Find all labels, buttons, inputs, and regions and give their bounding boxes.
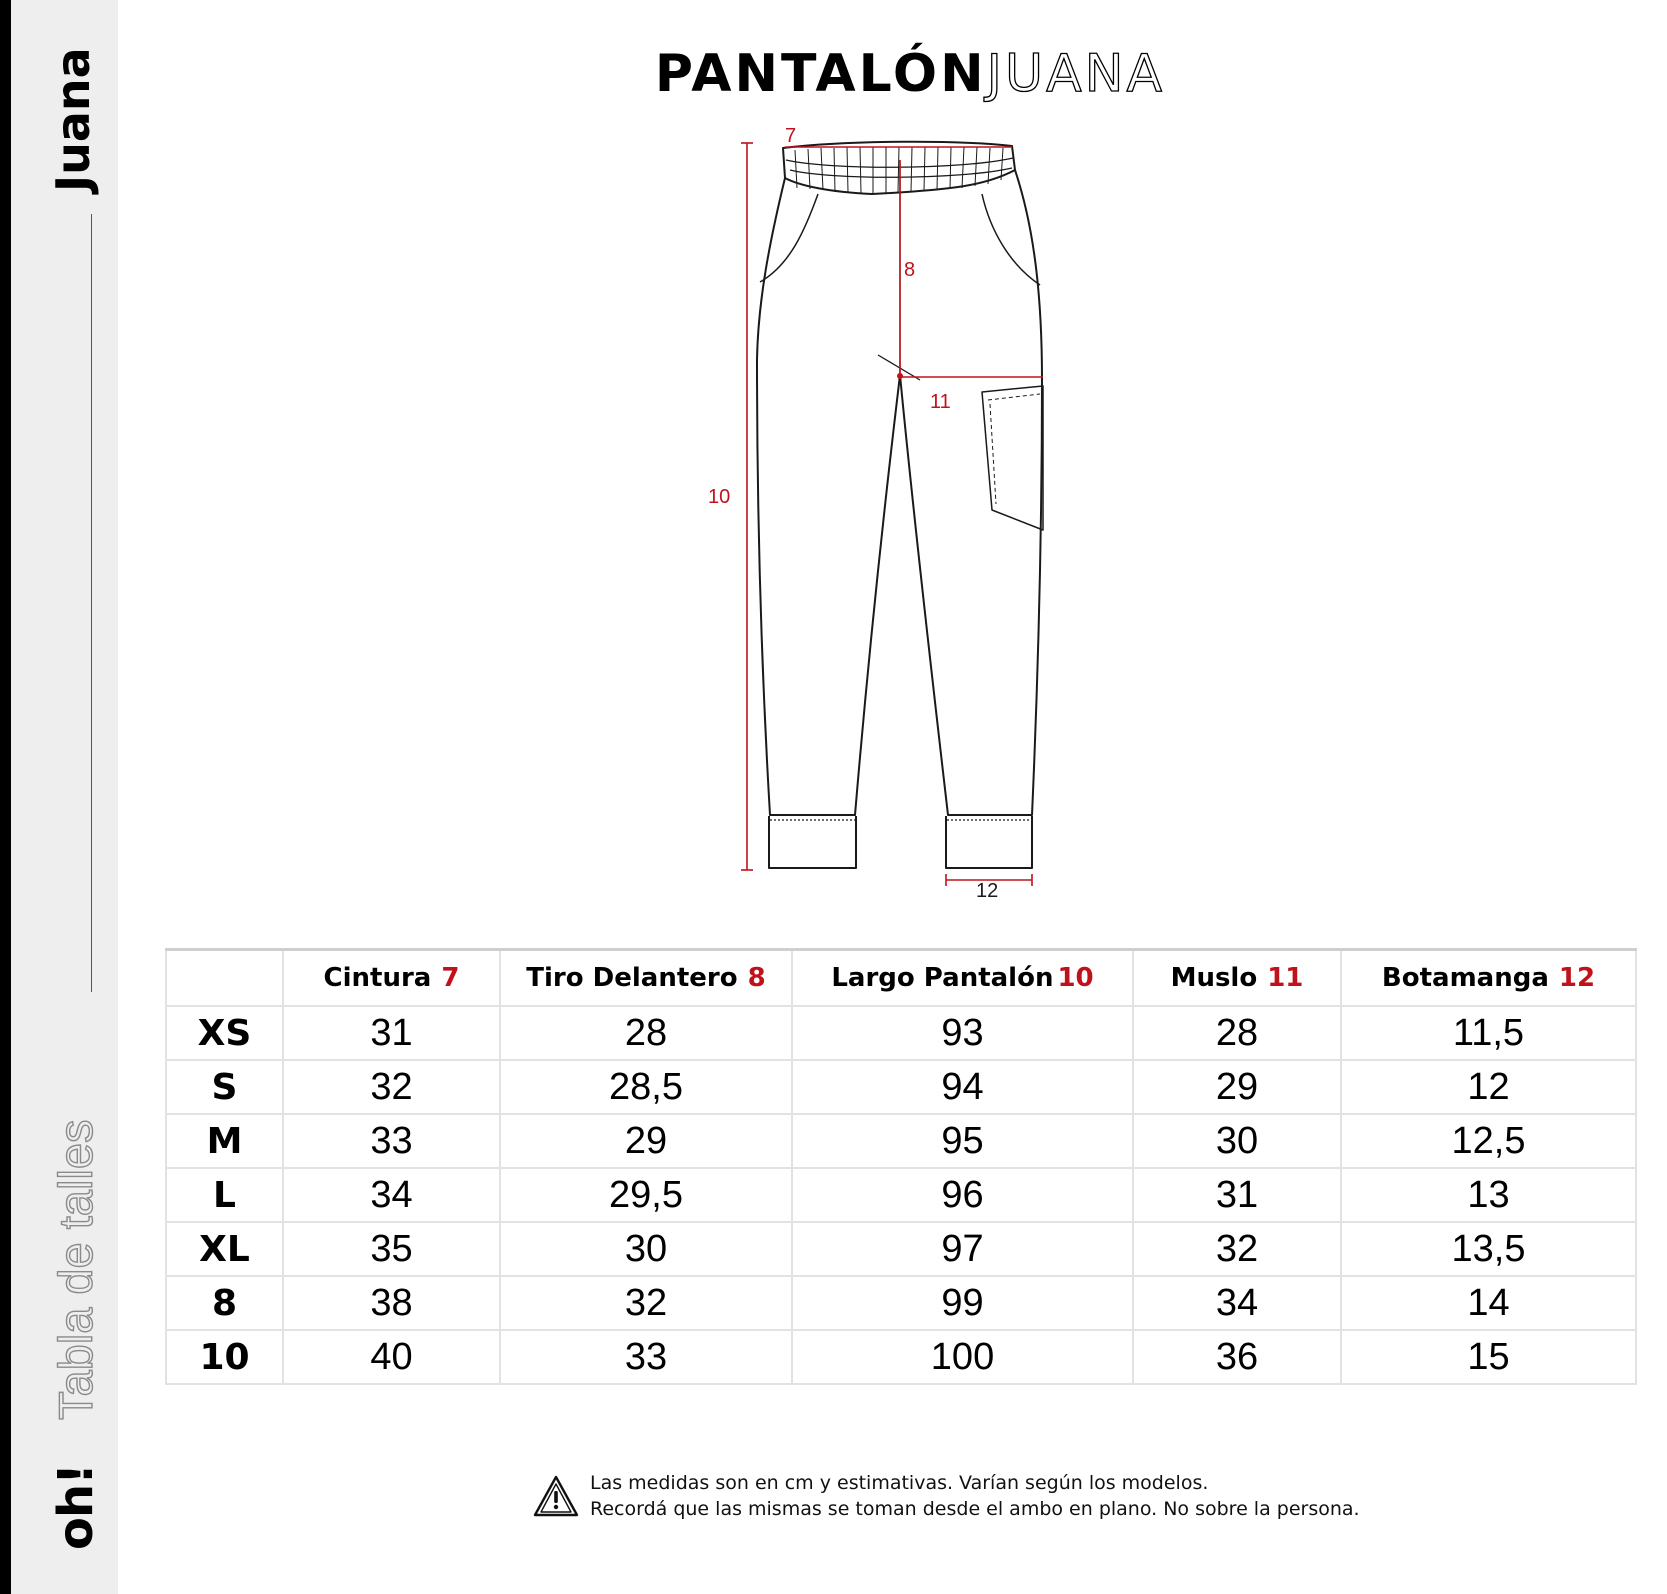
warning-icon — [532, 1474, 580, 1518]
note-text — [590, 1470, 1360, 1522]
cell-waist: 31 — [283, 1006, 500, 1060]
table-row — [166, 1114, 1636, 1168]
brand-logo: oh! — [48, 1463, 104, 1550]
cell-hem: 14 — [1341, 1276, 1636, 1330]
cargo-pocket — [982, 386, 1043, 530]
hem-label: 12 — [976, 880, 999, 902]
table-row — [166, 1330, 1636, 1384]
cell-front-rise: 32 — [500, 1276, 792, 1330]
cell-thigh: 28 — [1133, 1006, 1341, 1060]
table-row — [166, 1060, 1636, 1114]
cell-hem: 11,5 — [1341, 1006, 1636, 1060]
table-header-row — [166, 950, 1636, 1007]
length-label: 10 — [708, 486, 731, 508]
cell-length: 97 — [792, 1222, 1133, 1276]
table-row — [166, 1222, 1636, 1276]
cell-waist: 35 — [283, 1222, 500, 1276]
cell-waist: 40 — [283, 1330, 500, 1384]
title-outline: JUANA — [986, 44, 1166, 104]
cell-thigh: 36 — [1133, 1330, 1341, 1384]
cell-front-rise: 33 — [500, 1330, 792, 1384]
cell-hem: 12,5 — [1341, 1114, 1636, 1168]
cell-thigh: 32 — [1133, 1222, 1341, 1276]
waist-label: 7 — [785, 125, 797, 147]
title-strong: PANTALÓN — [654, 44, 987, 104]
right-cuff — [946, 816, 1032, 868]
rise-label: 8 — [904, 259, 916, 281]
cell-front-rise: 29,5 — [500, 1168, 792, 1222]
cell-front-rise: 29 — [500, 1114, 792, 1168]
left-cuff — [769, 816, 856, 868]
cell-hem: 15 — [1341, 1330, 1636, 1384]
header-size — [166, 950, 283, 1007]
cell-thigh: 29 — [1133, 1060, 1341, 1114]
row-size: XL — [166, 1222, 283, 1276]
header-front-rise: Tiro Delantero 8 — [500, 950, 792, 1007]
cell-waist: 38 — [283, 1276, 500, 1330]
cell-front-rise: 28 — [500, 1006, 792, 1060]
row-size: S — [166, 1060, 283, 1114]
cell-thigh: 34 — [1133, 1276, 1341, 1330]
ruching-marks — [795, 147, 1003, 193]
table-row — [166, 1168, 1636, 1222]
cell-length: 100 — [792, 1330, 1133, 1384]
cell-length: 94 — [792, 1060, 1133, 1114]
sidebar-caption: Tabla de talles — [49, 1119, 102, 1420]
cell-thigh: 30 — [1133, 1114, 1341, 1168]
row-size: 10 — [166, 1330, 283, 1384]
header-length: Largo Pantalón 10 — [792, 950, 1133, 1007]
row-size: M — [166, 1114, 283, 1168]
header-thigh: Muslo 11 — [1133, 950, 1341, 1007]
sidebar-product-name: Juana — [46, 47, 100, 192]
row-size: XS — [166, 1006, 283, 1060]
row-size: 8 — [166, 1276, 283, 1330]
thigh-label: 11 — [930, 391, 951, 413]
cell-length: 99 — [792, 1276, 1133, 1330]
cell-waist: 32 — [283, 1060, 500, 1114]
left-pocket — [760, 194, 818, 282]
cell-hem: 12 — [1341, 1060, 1636, 1114]
cell-front-rise: 28,5 — [500, 1060, 792, 1114]
table-row — [166, 1276, 1636, 1330]
row-size: L — [166, 1168, 283, 1222]
note-line-1: Las medidas son en cm y estimativas. Varían según los modelos. — [590, 1472, 1209, 1494]
cell-waist: 34 — [283, 1168, 500, 1222]
header-hem: Botamanga 12 — [1341, 950, 1636, 1007]
note-line-2: Recordá que las mismas se toman desde el ambo en plano. No sobre la persona. — [590, 1498, 1360, 1520]
cell-hem: 13,5 — [1341, 1222, 1636, 1276]
cell-length: 95 — [792, 1114, 1133, 1168]
size-table — [165, 948, 1637, 1385]
cell-waist: 33 — [283, 1114, 500, 1168]
cell-thigh: 31 — [1133, 1168, 1341, 1222]
cell-length: 96 — [792, 1168, 1133, 1222]
cell-front-rise: 30 — [500, 1222, 792, 1276]
header-waist: Cintura 7 — [283, 950, 500, 1007]
table-row — [166, 1006, 1636, 1060]
cell-hem: 13 — [1341, 1168, 1636, 1222]
cell-length: 93 — [792, 1006, 1133, 1060]
